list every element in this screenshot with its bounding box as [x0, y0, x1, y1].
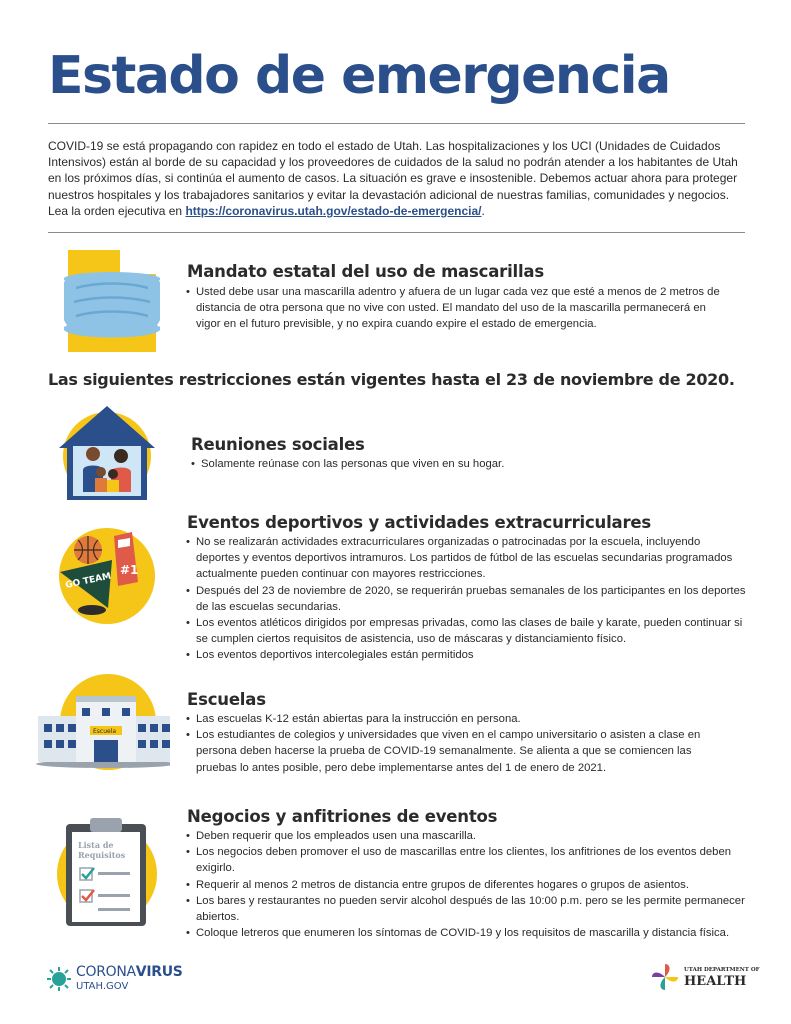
social-gatherings-list [191, 456, 721, 472]
social-gatherings-heading: Reuniones sociales [191, 435, 365, 454]
utah-gov-text: UTAH.GOV [76, 981, 129, 992]
wordmark-corona: CORONA [76, 964, 136, 980]
health-pinwheel-icon [650, 962, 680, 992]
utah-mask-icon [62, 248, 162, 358]
list-item: • Solamente reúnase con las personas que viven en su hogar. [191, 456, 721, 472]
executive-order-link[interactable]: https://coronavirus.utah.gov/estado-de-emergencia/ [185, 203, 482, 218]
list-item: • Los negocios deben promover el uso de mascarillas entre los clientes, los anfitriones de los eventos deben exigirlo. [186, 844, 746, 876]
sports-list [186, 534, 746, 664]
list-item: • Las escuelas K-12 están abiertas para la instrucción en persona. [186, 711, 731, 727]
list-item: • Usted debe usar una mascarilla adentro y afuera de un lugar cada vez que esté a menos de 2 metros de distancia de otra persona que no vive con usted. El mandato del uso de la mascarilla permanecerá en vigor en el futuro previsible, y no expira cuando expire el estado de emergencia. [186, 284, 726, 333]
health-wordmark: HEALTH [684, 974, 747, 989]
schools-list [186, 711, 731, 776]
mask-mandate-heading: Mandato estatal del uso de mascarillas [187, 262, 544, 281]
top-divider [48, 123, 745, 124]
list-item: • No se realizarán actividades extracurriculares organizadas o patrocinadas por la escuela, incluyendo deportes y eventos deportivos intramuros. Los partidos de fútbol de las escuelas secundarias programados actualmente pueden continuar con mayores restricciones. [186, 534, 746, 583]
intro-end: . [481, 203, 485, 218]
pennant-text: GO TEAM [64, 571, 113, 591]
schools-heading: Escuelas [187, 690, 266, 709]
list-item: • Los eventos atléticos dirigidos por empresas privadas, como las clases de baile y karate, pueden continuar si se cumplen ciertos requisitos de asistencia, uso de máscaras y distanciamiento físico. [186, 615, 746, 647]
mask-mandate-list [186, 284, 726, 333]
list-item: • Coloque letreros que enumeren los síntomas de COVID-19 y los requisitos de mascarilla y distancia física. [186, 925, 746, 941]
list-item: • Los estudiantes de colegios y universidades que viven en el campo universitario o asisten a clase en persona deben hacerse la prueba de COVID-19 semanalmente. Se alienta a que se comiencen las pruebas lo antes posible, pero debe implementarse antes del 1 de enero de 2021. [186, 727, 731, 776]
school-sign-text: Escuela [93, 728, 117, 735]
sports-icon [52, 518, 162, 628]
list-item: • Requerir al menos 2 metros de distancia entre grupos de diferentes hogares o grupos de asientos. [186, 877, 746, 893]
business-list [186, 828, 746, 941]
sports-heading: Eventos deportivos y actividades extracurriculares [187, 513, 652, 532]
list-item: • Después del 23 de noviembre de 2020, se requerirán pruebas semanales de los participantes en los deportes de las escuelas secundarias. [186, 583, 746, 615]
school-building-icon [30, 672, 170, 772]
foam-finger-text: #1 [120, 563, 139, 577]
list-item: • Los eventos deportivos intercolegiales están permitidos [186, 647, 746, 663]
intro-text: COVID-19 se está propagando con rapidez en todo el estado de Utah. Las hospitalizaciones y los UCI (Unidades de Cuidados Intensivos) están al borde de su capacidad y los proveedores de cuidados de la salud no podrán atender a los habitantes de Utah en los próximos días, si continúa el aumento de casos. La situación es grave e insostenible. Debemos actuar ahora para proteger nuestros hospitales y los trabajadores sanitarios y evitar la devastación adicional de nuestras familias, comunidades y negocios. Lea la orden ejecutiva en [48, 139, 738, 218]
intro-paragraph [48, 138, 748, 219]
business-heading: Negocios y anfitriones de eventos [187, 807, 498, 826]
intro-divider [48, 232, 745, 233]
utah-health-logo[interactable] [650, 962, 760, 994]
clipboard-checklist-icon [52, 812, 162, 927]
coronavirus-utah-logo[interactable] [46, 964, 196, 996]
page-title: Estado de emergencia [48, 46, 670, 106]
clipboard-title-line2: Requisitos [78, 850, 126, 860]
wordmark-virus: VIRUS [135, 964, 183, 980]
health-dept-text: UTAH DEPARTMENT OF [684, 967, 760, 973]
coronavirus-wordmark [76, 964, 183, 980]
restrictions-banner: Las siguientes restricciones están vigentes hasta el 23 de noviembre de 2020. [48, 370, 735, 389]
list-item: • Deben requerir que los empleados usen una mascarilla. [186, 828, 746, 844]
family-house-icon [55, 402, 160, 502]
virus-icon [46, 966, 72, 992]
clipboard-title-line1: Lista de [78, 840, 114, 850]
list-item: • Los bares y restaurantes no pueden servir alcohol después de las 10:00 p.m. pero se les permite permanecer abiertos. [186, 893, 746, 925]
